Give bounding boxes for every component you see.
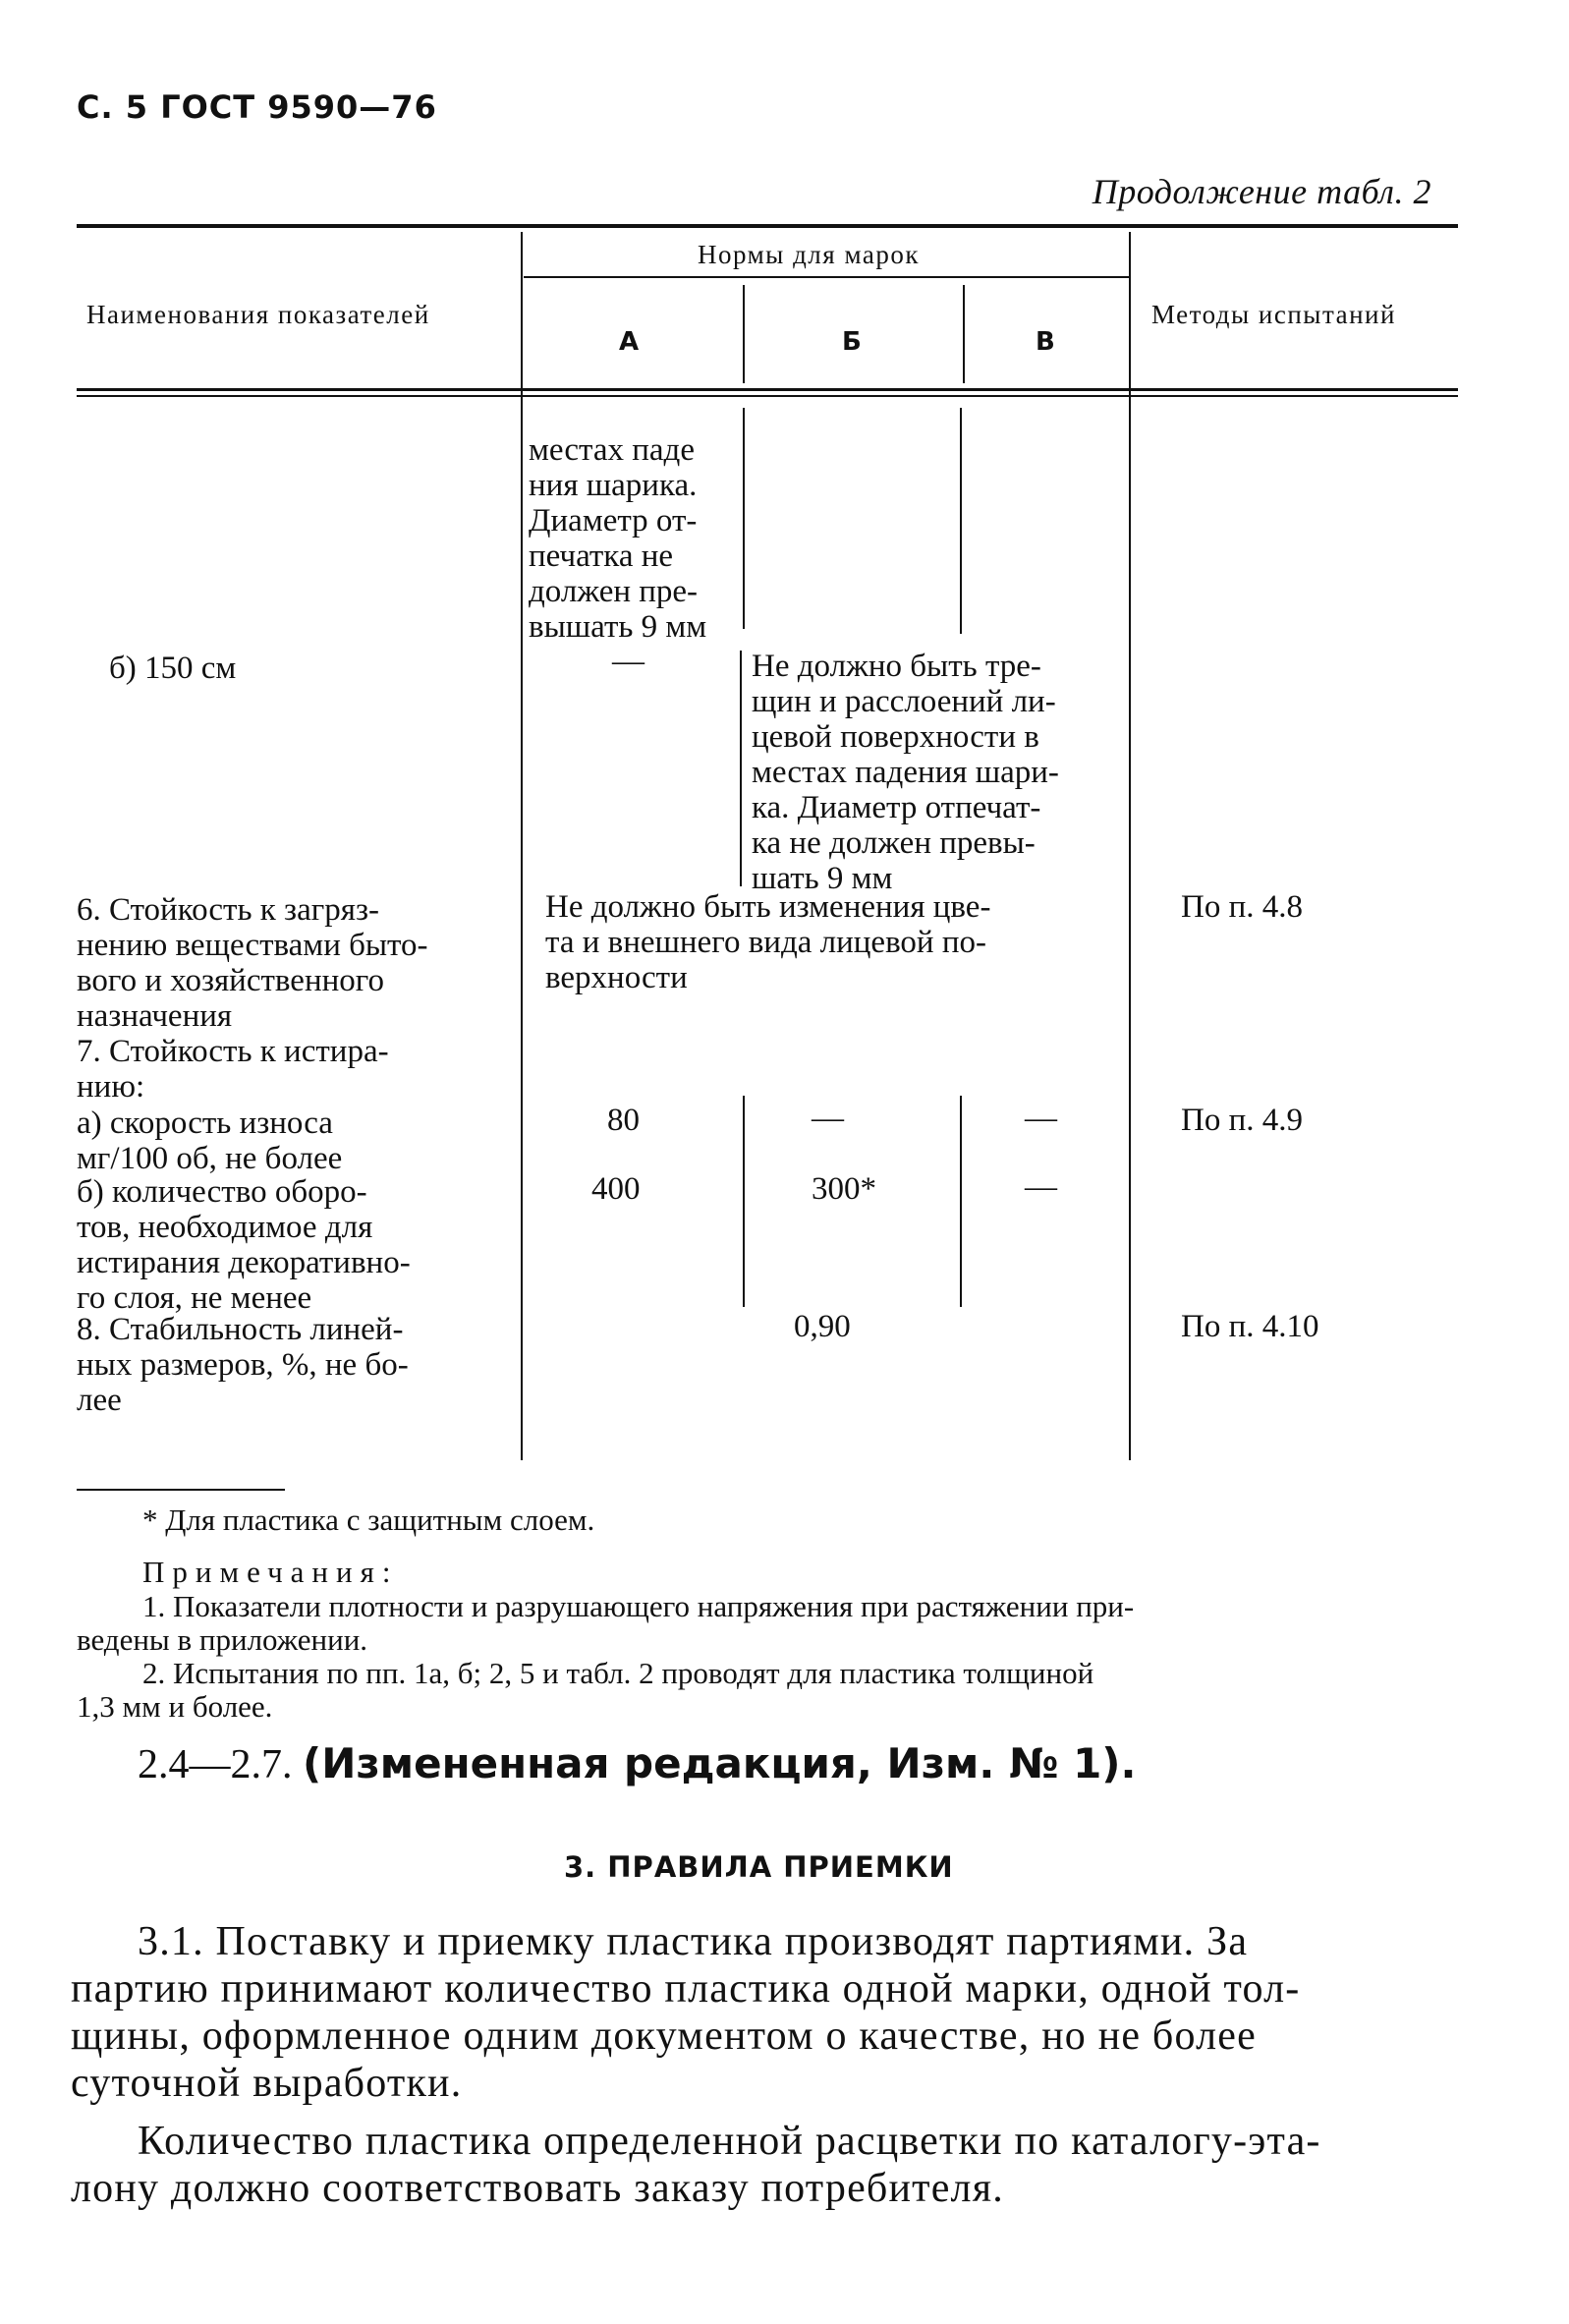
divider-methods-col [1129, 232, 1131, 1460]
row7b-name: б) количество оборо- тов, необходимое для истирания декоративно- го слоя, не менее [77, 1174, 411, 1316]
paragraph-2-line-1: Количество пластика определенной расцветки по каталогу-эта- [138, 2119, 1321, 2164]
row6-method: По п. 4.8 [1181, 889, 1303, 925]
header-bottom-rule-2 [77, 395, 1458, 397]
header-grade-a: А [619, 327, 640, 357]
paragraph-3-1-line-3: щины, оформленное одним документом о качестве, но не более [71, 2013, 1257, 2059]
note-1-line-2: ведены в приложении. [77, 1622, 368, 1657]
divider-a-b-row1 [740, 651, 742, 886]
paragraph-3-1-line-4: суточной выработки. [71, 2061, 463, 2106]
header-indicator-name: Наименования показателей [86, 300, 430, 329]
footnote: * Для пластика с защитным слоем. [142, 1502, 595, 1537]
row7a-grade-b: — [812, 1101, 844, 1136]
note-1-line-1: 1. Показатели плотности и разрушающего напряжения при растяжении при- [142, 1589, 1135, 1623]
note-2-line-2: 1,3 мм и более. [77, 1689, 273, 1724]
row7-name: 7. Стойкость к истира- нию: [77, 1034, 389, 1105]
amendment-range: 2.4—2.7. [138, 1742, 293, 1787]
header-grade-v: В [1036, 327, 1055, 357]
row8-name: 8. Стабильность линей- ных размеров, %, не бо- лее [77, 1312, 409, 1418]
divider-a-b-header [743, 285, 745, 383]
page-reference: С. 5 ГОСТ 9590—76 [77, 88, 437, 126]
divider-name-col [521, 232, 523, 1460]
row7b-grade-v: — [1025, 1169, 1057, 1205]
table-continuation-label: Продолжение табл. 2 [1092, 172, 1431, 211]
divider-b-v-header [963, 285, 965, 383]
amendment-note [138, 1739, 1136, 1788]
paragraph-3-1-line-1: 3.1. Поставку и приемку пластика производят партиями. За [138, 1919, 1249, 1964]
row6-norm: Не должно быть изменения цве- та и внешнего вида лицевой по- верхности [545, 889, 991, 995]
divider-a-b-row0 [743, 408, 745, 629]
row7a-method: По п. 4.9 [1181, 1103, 1303, 1138]
row6-name: 6. Стойкость к загряз- нению веществами быто- вого и хозяйственного назначения [77, 892, 428, 1034]
norms-underline [524, 276, 1129, 278]
row0-grade-a: местах паде ния шарика. Диаметр от- печатка не должен пре- вышать 9 мм [529, 432, 707, 645]
row8-norm: 0,90 [794, 1309, 851, 1344]
row7a-grade-a: 80 [607, 1103, 640, 1138]
row7a-name: а) скорость износа мг/100 об, не более [77, 1105, 343, 1176]
header-bottom-rule-1 [77, 388, 1458, 391]
notes-title: Примечания: [142, 1555, 399, 1589]
divider-b-v-row0 [960, 408, 962, 634]
note-2-line-1: 2. Испытания по пп. 1а, б; 2, 5 и табл. 2 проводят для пластика толщиной [142, 1656, 1094, 1690]
row1-grade-a: — [612, 644, 644, 679]
table-top-rule [77, 224, 1458, 228]
row7b-grade-a: 400 [591, 1171, 641, 1207]
row7b-grade-b: 300* [812, 1171, 876, 1207]
divider-a-b-row7 [743, 1096, 745, 1307]
footnote-rule [77, 1489, 285, 1491]
paragraph-2-line-2: лону должно соответствовать заказу потребителя. [71, 2166, 1004, 2211]
section-title: 3. ПРАВИЛА ПРИЕМКИ [564, 1850, 954, 1884]
divider-b-v-row7 [960, 1096, 962, 1307]
paragraph-3-1-line-2: партию принимают количество пластика одной марки, одной тол- [71, 1966, 1301, 2012]
row8-method: По п. 4.10 [1181, 1309, 1319, 1344]
header-grade-b: Б [842, 327, 862, 357]
header-test-methods: Методы испытаний [1151, 300, 1396, 329]
header-norms: Нормы для марок [698, 240, 920, 269]
row1-name: б) 150 см [109, 651, 237, 686]
row7a-grade-v: — [1025, 1101, 1057, 1136]
row1-grade-bv: Не должно быть тре- щин и расслоений ли- цевой поверхности в местах падения шари- ка. Диаметр отпечат- ка не должен превы- шать 9 мм [752, 649, 1059, 896]
amendment-text: (Измененная редакция, Изм. № 1). [303, 1739, 1137, 1787]
